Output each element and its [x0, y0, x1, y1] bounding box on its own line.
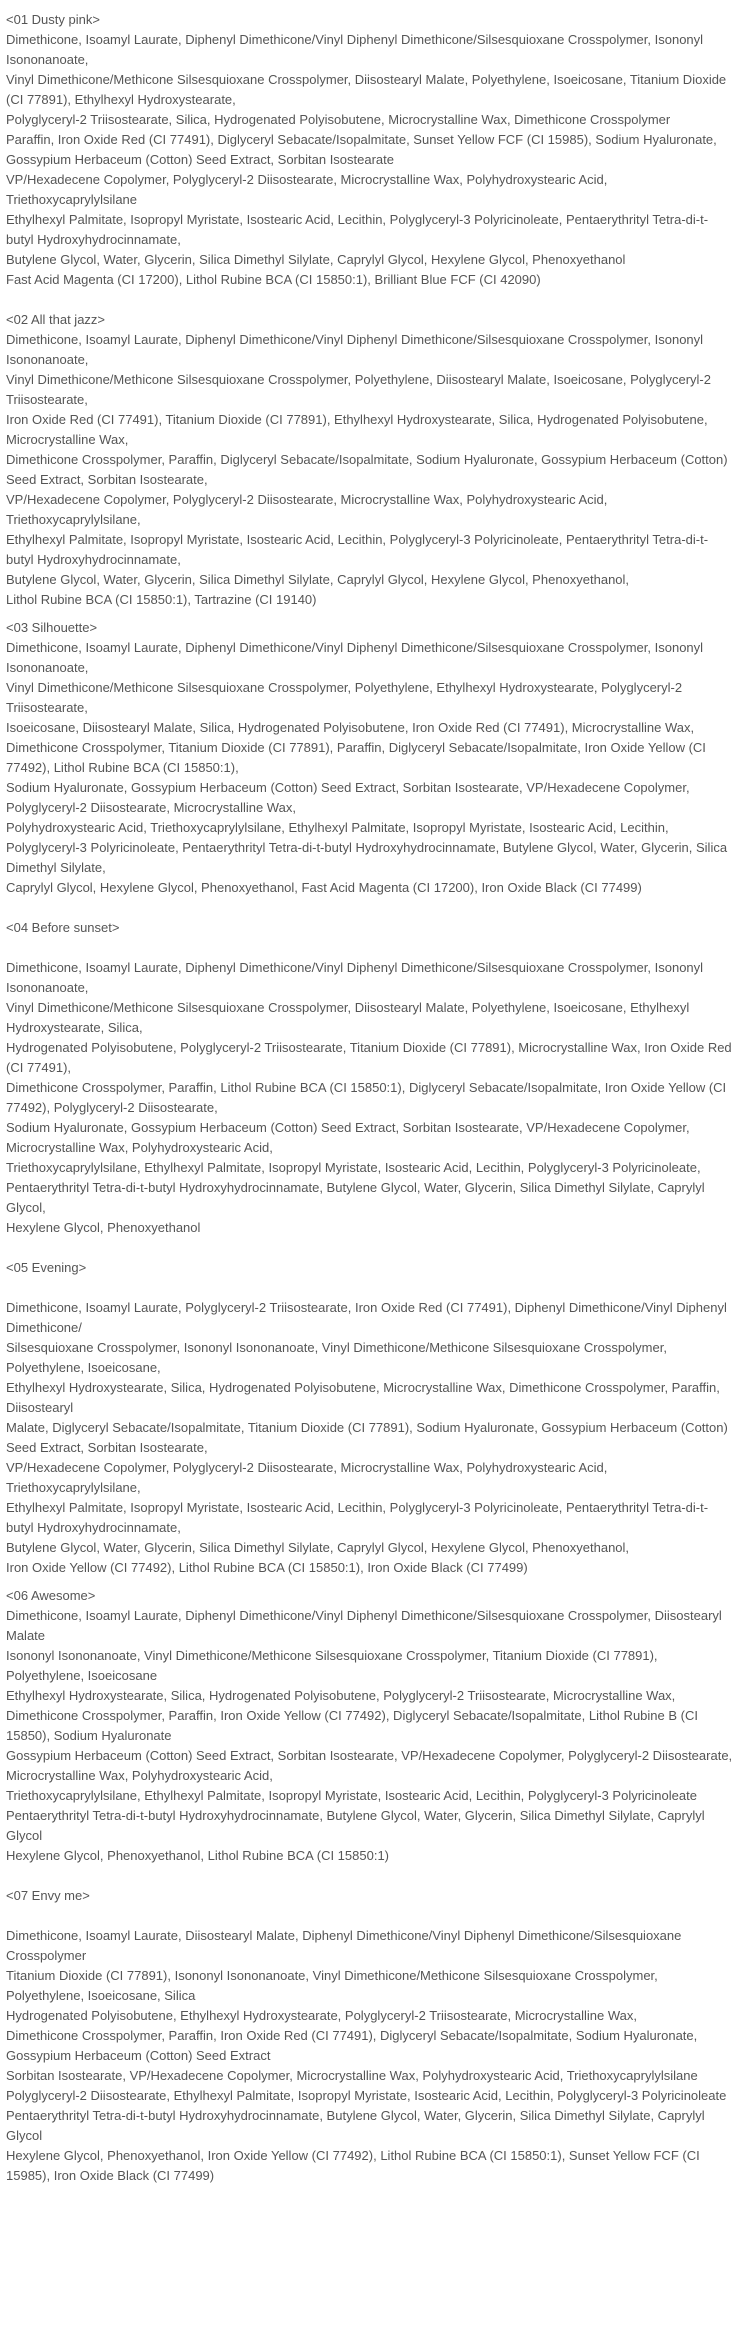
- ingredient-line: Paraffin, Iron Oxide Red (CI 77491), Diglyceryl Sebacate/Isopalmitate, Sunset Yellow FCF (CI 15985), Sodium Hyaluronate, Gossypium Herbaceum (Cotton) Seed Extract, Sorbitan Isostearate: [6, 132, 717, 167]
- ingredient-line: VP/Hexadecene Copolymer, Polyglyceryl-2 Diisostearate, Microcrystalline Wax, Polyhydroxystearic Acid, Triethoxycaprylylsilane,: [6, 492, 608, 527]
- ingredient-line: Fast Acid Magenta (CI 17200), Lithol Rubine BCA (CI 15850:1), Brilliant Blue FCF (CI 42090): [6, 272, 541, 287]
- ingredient-line: Dimethicone, Isoamyl Laurate, Diphenyl Dimethicone/Vinyl Diphenyl Dimethicone/Silsesquioxane Crosspolymer, Isononyl Isononanoate,: [6, 32, 704, 67]
- ingredient-line: Caprylyl Glycol, Hexylene Glycol, Phenoxyethanol, Fast Acid Magenta (CI 17200), Iron Oxide Black (CI 77499): [6, 880, 642, 895]
- ingredient-line: Gossypium Herbaceum (Cotton) Seed Extract, Sorbitan Isostearate, VP/Hexadecene Copolymer, Polyglyceryl-2 Diisostearate, Microcrystalline Wax, Polyhydroxystearic Acid,: [6, 1748, 733, 1783]
- ingredient-line: VP/Hexadecene Copolymer, Polyglyceryl-2 Diisostearate, Microcrystalline Wax, Polyhydroxystearic Acid, Triethoxycaprylylsilane: [6, 172, 608, 207]
- section-title: <04 Before sunset>: [6, 920, 120, 935]
- ingredient-line: Dimethicone Crosspolymer, Paraffin, Diglyceryl Sebacate/Isopalmitate, Sodium Hyaluronate, Gossypium Herbaceum (Cotton) Seed Extract, Sorbitan Isostearate,: [6, 452, 728, 487]
- ingredient-line: Dimethicone Crosspolymer, Paraffin, Iron Oxide Yellow (CI 77492), Diglyceryl Sebacate/Isopalmitate, Lithol Rubine B (CI 15850), Sodium Hyaluronate: [6, 1708, 698, 1743]
- ingredient-line: Polyglyceryl-2 Diisostearate, Ethylhexyl Palmitate, Isopropyl Myristate, Isostearic Acid, Lecithin, Polyglyceryl-3 Polyricinoleate: [6, 2088, 727, 2103]
- ingredient-line: Pentaerythrityl Tetra-di-t-butyl Hydroxyhydrocinnamate, Butylene Glycol, Water, Glycerin, Silica Dimethyl Silylate, Caprylyl Glycol,: [6, 1180, 705, 1215]
- ingredient-line: Sorbitan Isostearate, VP/Hexadecene Copolymer, Microcrystalline Wax, Polyhydroxystearic Acid, Triethoxycaprylylsilane: [6, 2068, 698, 2083]
- section-04-before-sunset: [6, 918, 734, 1238]
- ingredient-line: Polyglyceryl-3 Polyricinoleate, Pentaerythrityl Tetra-di-t-butyl Hydroxyhydrocinnamate, Butylene Glycol, Water, Glycerin, Silica Dimethyl Silylate,: [6, 840, 728, 875]
- ingredient-line: Dimethicone, Isoamyl Laurate, Diphenyl Dimethicone/Vinyl Diphenyl Dimethicone/Silsesquioxane Crosspolymer, Isononyl Isononanoate,: [6, 640, 704, 675]
- ingredient-line: VP/Hexadecene Copolymer, Polyglyceryl-2 Diisostearate, Microcrystalline Wax, Polyhydroxystearic Acid, Triethoxycaprylylsilane,: [6, 1460, 608, 1495]
- ingredient-line: Isoeicosane, Diisostearyl Malate, Silica, Hydrogenated Polyisobutene, Iron Oxide Red (CI 77491), Microcrystalline Wax,: [6, 720, 695, 735]
- section-07-envy-me: [6, 1886, 734, 2186]
- ingredient-line: Sodium Hyaluronate, Gossypium Herbaceum (Cotton) Seed Extract, Sorbitan Isostearate, VP/Hexadecene Copolymer, Microcrystalline Wax, Polyhydroxystearic Acid,: [6, 1120, 690, 1155]
- ingredient-line: Hexylene Glycol, Phenoxyethanol: [6, 1220, 201, 1235]
- ingredient-line: Ethylhexyl Palmitate, Isopropyl Myristate, Isostearic Acid, Lecithin, Polyglyceryl-3 Polyricinoleate, Pentaerythrityl Tetra-di-t-butyl Hydroxyhydrocinnamate,: [6, 532, 709, 567]
- ingredient-line: Dimethicone, Isoamyl Laurate, Diphenyl Dimethicone/Vinyl Diphenyl Dimethicone/Silsesquioxane Crosspolymer, Isononyl Isononanoate,: [6, 960, 704, 995]
- ingredient-line: Silsesquioxane Crosspolymer, Isononyl Isononanoate, Vinyl Dimethicone/Methicone Silsesquioxane Crosspolymer, Polyethylene, Isoeicosane,: [6, 1340, 667, 1375]
- ingredient-line: Hydrogenated Polyisobutene, Ethylhexyl Hydroxystearate, Polyglyceryl-2 Triisostearate, Microcrystalline Wax,: [6, 2008, 638, 2023]
- ingredient-line: Sodium Hyaluronate, Gossypium Herbaceum (Cotton) Seed Extract, Sorbitan Isostearate, VP/Hexadecene Copolymer, Polyglyceryl-2 Diisostearate, Microcrystalline Wax,: [6, 780, 690, 815]
- ingredient-line: Dimethicone Crosspolymer, Paraffin, Iron Oxide Red (CI 77491), Diglyceryl Sebacate/Isopalmitate, Sodium Hyaluronate, Gossypium Herbaceum (Cotton) Seed Extract: [6, 2028, 698, 2063]
- ingredient-line: Isononyl Isononanoate, Vinyl Dimethicone/Methicone Silsesquioxane Crosspolymer, Titanium Dioxide (CI 77891), Polyethylene, Isoeicosane: [6, 1648, 658, 1683]
- ingredient-line: Ethylhexyl Hydroxystearate, Silica, Hydrogenated Polyisobutene, Microcrystalline Wax, Dimethicone Crosspolymer, Paraffin, Diisostearyl: [6, 1380, 720, 1415]
- section-title: <07 Envy me>: [6, 1888, 90, 1903]
- ingredient-line: Polyglyceryl-2 Triisostearate, Silica, Hydrogenated Polyisobutene, Microcrystalline Wax, Dimethicone Crosspolymer: [6, 112, 671, 127]
- ingredient-line: Dimethicone, Isoamyl Laurate, Diisostearyl Malate, Diphenyl Dimethicone/Vinyl Diphenyl Dimethicone/Silsesquioxane Crosspolymer: [6, 1928, 682, 1963]
- section-05-evening: [6, 1258, 734, 1578]
- ingredient-line: Iron Oxide Yellow (CI 77492), Lithol Rubine BCA (CI 15850:1), Iron Oxide Black (CI 77499): [6, 1560, 528, 1575]
- section-06-awesome: [6, 1586, 734, 1866]
- section-01-dusty-pink: [6, 10, 734, 290]
- ingredient-line: Vinyl Dimethicone/Methicone Silsesquioxane Crosspolymer, Diisostearyl Malate, Polyethylene, Isoeicosane, Ethylhexyl Hydroxystearate, Silica,: [6, 1000, 690, 1035]
- section-title: <06 Awesome>: [6, 1588, 96, 1603]
- ingredient-line: Malate, Diglyceryl Sebacate/Isopalmitate, Titanium Dioxide (CI 77891), Sodium Hyaluronate, Gossypium Herbaceum (Cotton) Seed Extract, Sorbitan Isostearate,: [6, 1420, 728, 1455]
- ingredient-line: Vinyl Dimethicone/Methicone Silsesquioxane Crosspolymer, Diisostearyl Malate, Polyethylene, Isoeicosane, Titanium Dioxide (CI 77891), Ethylhexyl Hydroxystearate,: [6, 72, 727, 107]
- ingredient-line: Lithol Rubine BCA (CI 15850:1), Tartrazine (CI 19140): [6, 592, 317, 607]
- ingredient-line: Dimethicone, Isoamyl Laurate, Diphenyl Dimethicone/Vinyl Diphenyl Dimethicone/Silsesquioxane Crosspolymer, Diisostearyl Malate: [6, 1608, 722, 1643]
- ingredient-line: Triethoxycaprylylsilane, Ethylhexyl Palmitate, Isopropyl Myristate, Isostearic Acid, Lecithin, Polyglyceryl-3 Polyricinoleate: [6, 1788, 697, 1803]
- ingredient-line: Dimethicone Crosspolymer, Titanium Dioxide (CI 77891), Paraffin, Diglyceryl Sebacate/Isopalmitate, Iron Oxide Yellow (CI 77492), Lithol Rubine BCA (CI 15850:1),: [6, 740, 706, 775]
- ingredient-line: Butylene Glycol, Water, Glycerin, Silica Dimethyl Silylate, Caprylyl Glycol, Hexylene Glycol, Phenoxyethanol,: [6, 572, 630, 587]
- section-03-silhouette: [6, 618, 734, 898]
- ingredient-line: Dimethicone Crosspolymer, Paraffin, Lithol Rubine BCA (CI 15850:1), Diglyceryl Sebacate/Isopalmitate, Iron Oxide Yellow (CI 77492), Polyglyceryl-2 Diisostearate,: [6, 1080, 727, 1115]
- section-02-all-that-jazz: [6, 310, 734, 610]
- ingredient-line: Hexylene Glycol, Phenoxyethanol, Lithol Rubine BCA (CI 15850:1): [6, 1848, 389, 1863]
- section-title: <03 Silhouette>: [6, 620, 98, 635]
- ingredient-line: Ethylhexyl Palmitate, Isopropyl Myristate, Isostearic Acid, Lecithin, Polyglyceryl-3 Polyricinoleate, Pentaerythrityl Tetra-di-t-butyl Hydroxyhydrocinnamate,: [6, 1500, 709, 1535]
- ingredient-line: Hydrogenated Polyisobutene, Polyglyceryl-2 Triisostearate, Titanium Dioxide (CI 77891), Microcrystalline Wax, Iron Oxide Red (CI 77491),: [6, 1040, 732, 1075]
- section-title: <02 All that jazz>: [6, 312, 106, 327]
- ingredient-line: Ethylhexyl Hydroxystearate, Silica, Hydrogenated Polyisobutene, Polyglyceryl-2 Triisostearate, Microcrystalline Wax,: [6, 1688, 676, 1703]
- ingredient-line: Dimethicone, Isoamyl Laurate, Polyglyceryl-2 Triisostearate, Iron Oxide Red (CI 77491), Diphenyl Dimethicone/Vinyl Diphenyl Dimethicone/: [6, 1300, 727, 1335]
- ingredient-line: Pentaerythrityl Tetra-di-t-butyl Hydroxyhydrocinnamate, Butylene Glycol, Water, Glycerin, Silica Dimethyl Silylate, Caprylyl Glycol: [6, 2108, 705, 2143]
- ingredient-line: Butylene Glycol, Water, Glycerin, Silica Dimethyl Silylate, Caprylyl Glycol, Hexylene Glycol, Phenoxyethanol,: [6, 1540, 630, 1555]
- ingredient-line: Vinyl Dimethicone/Methicone Silsesquioxane Crosspolymer, Polyethylene, Diisostearyl Malate, Isoeicosane, Polyglyceryl-2 Triisostearate,: [6, 372, 711, 407]
- ingredient-line: Polyhydroxystearic Acid, Triethoxycaprylylsilane, Ethylhexyl Palmitate, Isopropyl Myristate, Isostearic Acid, Lecithin,: [6, 820, 669, 835]
- ingredient-line: Pentaerythrityl Tetra-di-t-butyl Hydroxyhydrocinnamate, Butylene Glycol, Water, Glycerin, Silica Dimethyl Silylate, Caprylyl Glycol: [6, 1808, 705, 1843]
- section-title: <01 Dusty pink>: [6, 12, 100, 27]
- ingredient-line: Iron Oxide Red (CI 77491), Titanium Dioxide (CI 77891), Ethylhexyl Hydroxystearate, Silica, Hydrogenated Polyisobutene, Microcrystalline Wax,: [6, 412, 708, 447]
- ingredient-line: Triethoxycaprylylsilane, Ethylhexyl Palmitate, Isopropyl Myristate, Isostearic Acid, Lecithin, Polyglyceryl-3 Polyricinoleate,: [6, 1160, 701, 1175]
- ingredient-line: Hexylene Glycol, Phenoxyethanol, Iron Oxide Yellow (CI 77492), Lithol Rubine BCA (CI 15850:1), Sunset Yellow FCF (CI 15985), Iron Oxide Black (CI 77499): [6, 2148, 700, 2183]
- ingredient-line: Ethylhexyl Palmitate, Isopropyl Myristate, Isostearic Acid, Lecithin, Polyglyceryl-3 Polyricinoleate, Pentaerythrityl Tetra-di-t-butyl Hydroxyhydrocinnamate,: [6, 212, 709, 247]
- ingredient-line: Butylene Glycol, Water, Glycerin, Silica Dimethyl Silylate, Caprylyl Glycol, Hexylene Glycol, Phenoxyethanol: [6, 252, 626, 267]
- ingredient-line: Vinyl Dimethicone/Methicone Silsesquioxane Crosspolymer, Polyethylene, Ethylhexyl Hydroxystearate, Polyglyceryl-2 Triisostearate,: [6, 680, 683, 715]
- ingredient-line: Titanium Dioxide (CI 77891), Isononyl Isononanoate, Vinyl Dimethicone/Methicone Silsesquioxane Crosspolymer, Polyethylene, Isoeicosane, Silica: [6, 1968, 658, 2003]
- section-title: <05 Evening>: [6, 1260, 87, 1275]
- ingredient-line: Dimethicone, Isoamyl Laurate, Diphenyl Dimethicone/Vinyl Diphenyl Dimethicone/Silsesquioxane Crosspolymer, Isononyl Isononanoate,: [6, 332, 704, 367]
